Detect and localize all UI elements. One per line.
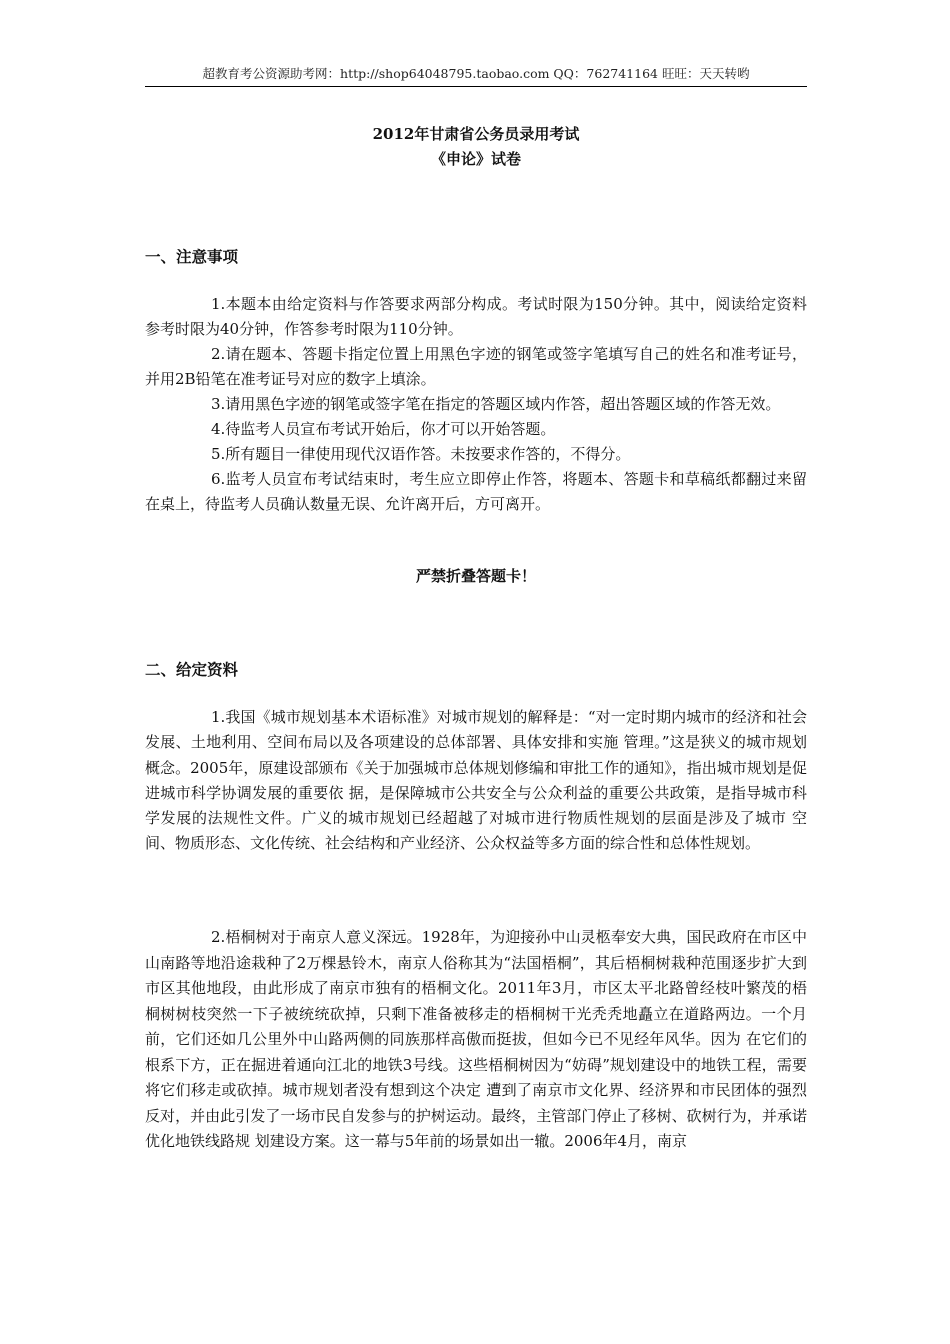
page-header (145, 64, 807, 87)
notice-item-5: 5.所有题目一律使用现代汉语作答。未按要求作答的，不得分。 (211, 445, 631, 463)
notice-item-1: 1.本题本由给定资料与作答要求两部分构成。考试时限为150分钟。其中，阅读给定资料参考时限为40分钟，作答参考时限为110分钟。 (145, 295, 807, 338)
section-heading-notices: 一、注意事项 (145, 247, 239, 266)
warning-text: 严禁折叠答题卡！ (415, 567, 536, 585)
material-paragraph-2 (145, 925, 807, 1155)
material-paragraph-1 (145, 705, 807, 857)
exam-title: 2012年甘肃省公务员录用考试 (372, 125, 580, 143)
notice-item-4: 4.待监考人员宣布考试开始后，你才可以开始答题。 (211, 420, 556, 438)
header-text: 超教育考公资源助考网：http://shop64048795.taobao.com QQ：762741164 旺旺：天天转哟 (202, 66, 750, 81)
notice-item-2: 2.请在题本、答题卡指定位置上用黑色字迹的钢笔或签字笔填写自己的姓名和准考证号，并用2B铅笔在准考证号对应的数字上填涂。 (145, 345, 807, 388)
section-heading-materials: 二、给定资料 (145, 660, 239, 679)
exam-subtitle: 《申论》试卷 (430, 150, 521, 168)
notice-item-3: 3.请用黑色字迹的钢笔或签字笔在指定的答题区域内作答，超出答题区域的作答无效。 (211, 395, 781, 413)
notice-list (145, 292, 807, 517)
material-text-1: 1.我国《城市规划基本术语标准》对城市规划的解释是：“对一定时期内城市的经济和社会发展、土地利用、空间布局以及各项建设的总体部署、具体安排和实施 管理。”这是狭义的城市规划概念。2005年，原建设部颁布《关于加强城市总体规划修编和审批工作的通知》，指出城市规划是促进城市科学协调发展的重要依 据，是保障城市公共安全与公众利益的重要公共政策，是指导城市科学发展的法规性文件。广义的城市规划已经超越了对城市进行物质性规划的层面是涉及了城市 空间、物质形态、文化传统、社会结构和产业经济、公众权益等多方面的综合性和总体性规划。 (145, 708, 807, 853)
material-text-2: 2.梧桐树对于南京人意义深远。1928年，为迎接孙中山灵柩奉安大典，国民政府在市区中山南路等地沿途栽种了2万棵悬铃木，南京人俗称其为“法国梧桐”，其后梧桐树栽种范围逐步扩大到市区其他地段，由此形成了南京市独有的梧桐文化。2011年3月，市区太平北路曾经枝叶繁茂的梧桐树树枝突然一下子被统统砍掉，只剩下准备被移走的梧桐树干光秃秃地矗立在道路两边。一个月前，它们还如几公里外中山路两侧的同族那样高傲而挺拔，但如今已不见经年风华。因为 在它们的根系下方，正在掘进着通向江北的地铁3号线。这些梧桐树因为“妨碍”规划建设中的地铁工程，需要将它们移走或砍掉。城市规划者没有想到这个决定 遭到了南京市文化界、经济界和市民团体的强烈反对，并由此引发了一场市民自发参与的护树运动。最终，主管部门停止了移树、砍树行为，并承诺优化地铁线路规 划建设方案。这一幕与5年前的场景如出一辙。2006年4月，南京 (145, 928, 807, 1150)
notice-item-6: 6.监考人员宣布考试结束时，考生应立即停止作答，将题本、答题卡和草稿纸都翻过来留在桌上，待监考人员确认数量无误、允许离开后，方可离开。 (145, 470, 807, 513)
